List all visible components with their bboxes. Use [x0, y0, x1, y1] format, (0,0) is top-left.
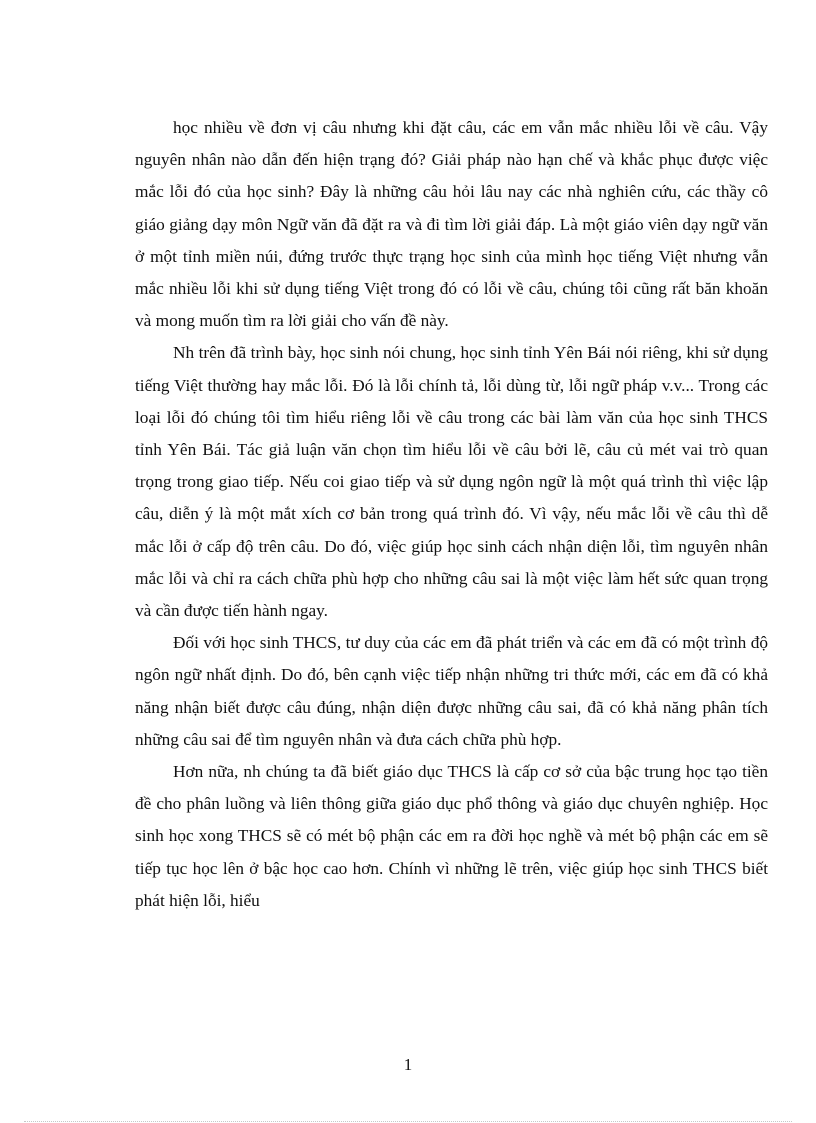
paragraph-3: Đối với học sinh THCS, tư duy của các em đã phát triển và các em đã có một trình độ ngôn ngữ nhất định. Do đó, bên cạnh việc tiếp nhận những tri thức mới, các em đã có khả năng nhận biết được câu đúng, nhận diện được những câu sai, đã có khả năng phân tích những câu sai để tìm nguyên nhân và đưa cách chữa phù hợp.: [135, 633, 768, 749]
page-number: 1: [403, 1055, 413, 1074]
paragraph-4: Hơn nữa, nh chúng ta đã biết giáo dục THCS là cấp cơ sở của bậc trung học tạo tiền đề cho phân luồng và liên thông giữa giáo dục phổ thông và giáo dục chuyên nghiệp. Học sinh học xong THCS sẽ có mét bộ phận các em ra đời học nghề và mét bộ phận các em sẽ tiếp tục học lên ở bậc học cao hơn. Chính vì những lẽ trên, việc giúp học sinh THCS biết phát hiện lỗi, hiểu: [135, 762, 768, 910]
paragraph-1: học nhiều về đơn vị câu nhưng khi đặt câu, các em vẫn mắc nhiều lỗi về câu. Vậy nguyên nhân nào dẫn đến hiện trạng đó? Giải pháp nào hạn chế và khắc phục được việc mắc lỗi đó của học sinh? Đây là những câu hỏi lâu nay các nhà nghiên cứu, các thầy cô giáo giảng dạy môn Ngữ văn đã đặt ra và đi tìm lời giải đáp. Là một giáo viên dạy ngữ văn ở một tỉnh miền núi, đứng trước thực trạng học sinh của mình học tiếng Việt nhưng vẫn mắc nhiều lỗi khi sử dụng tiếng Việt trong đó có lỗi về câu, chúng tôi cũng rất băn khoăn và mong muốn tìm ra lời giải cho vấn đề này.: [135, 118, 768, 331]
paragraph-2: Nh trên đã trình bày, học sinh nói chung, học sinh tỉnh Yên Bái nói riêng, khi sử dụng tiếng Việt thường hay mắc lỗi. Đó là lỗi chính tả, lỗi dùng từ, lỗi ngữ pháp v.v... Trong các loại lỗi đó chúng tôi tìm hiểu riêng lỗi về câu trong các bài làm văn của học sinh THCS tỉnh Yên Bái. Tác giả luận văn chọn tìm hiểu lỗi về câu bởi lẽ, câu củ mét vai trò quan trọng trong giao tiếp. Nếu coi giao tiếp và sử dụng ngôn ngữ là một quá trình thì việc lập câu, diễn ý là một mắt xích cơ bản trong quá trình đó. Vì vậy, nếu mắc lỗi về câu thì dễ mắc lỗi ở cấp độ trên câu. Do đó, việc giúp học sinh cách nhận diện lỗi, tìm nguyên nhân mắc lỗi và chỉ ra cách chữa phù hợp cho những câu sai là một việc làm hết sức quan trọng và cần được tiến hành ngay.: [135, 343, 768, 621]
body-text: [135, 112, 768, 917]
page-bottom-divider: [24, 1121, 792, 1122]
